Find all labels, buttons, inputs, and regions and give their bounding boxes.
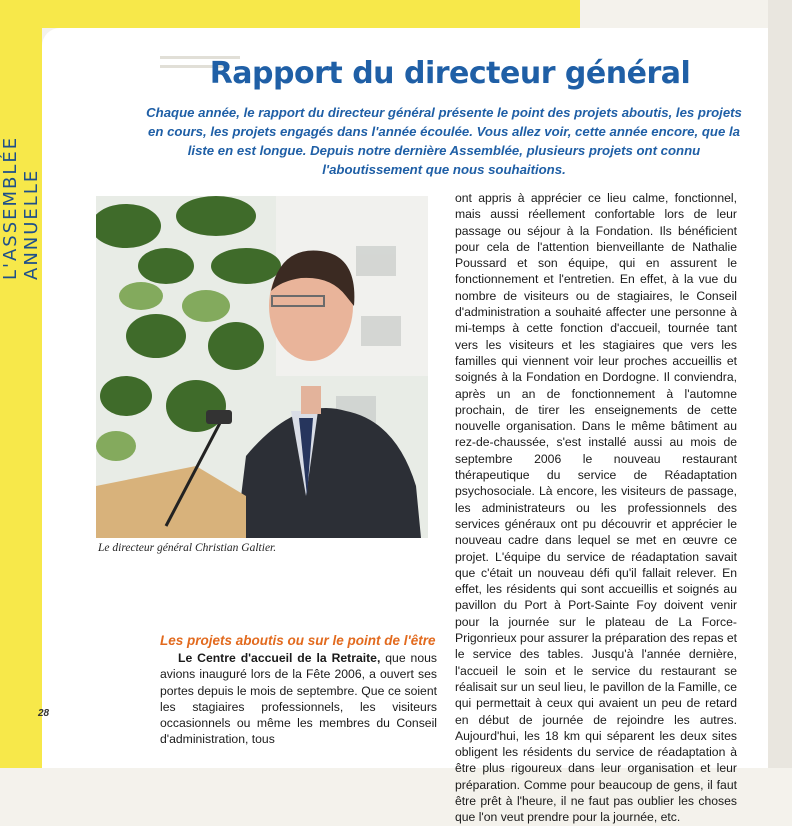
director-photo [96, 196, 428, 538]
section-heading: Les projets aboutis ou sur le point de l'être [160, 633, 436, 648]
page-edge [768, 0, 792, 768]
yellow-top-band [0, 0, 580, 28]
lead-bold-text: Le Centre d'accueil de la Retraite, [178, 651, 381, 665]
photo-caption: Le directeur général Christian Galtier. [98, 542, 277, 554]
left-paragraph-text: que nous avions inauguré lors de la Fête 2006, a ouvert ses portes depuis le mois de septembre. Que ce soient les stagiaires professionnels, les visiteurs occasionnels ou même les membres du Conseil d'administration, tous [160, 651, 437, 747]
body-right-column: ont appris à apprécier ce lieu calme, fonctionnel, mais aussi réellement confortable lors de leur passage ou séjour à la Fondation. Ils bénéficient pour cela de l'attention bienveillante de Nathalie Poussard et son équipe, qui en assurent le fonctionnement et l'entretien. En effet, à la vue du nombre de visiteurs ou de stagiaires, le Conseil d'administration a souhaité affecter une personne à mi-temps à cette fonction d'accueil, tournée tant vers les visiteurs et les stagiaires que vers les familles qui viennent voir leur proches accueillis et soignés à la Fondation en Dordogne. Il conviendra, après un an de fonctionnement à l'automne prochain, de tirer les enseignements de cette nouvelle organisation. Dans le même bâtiment au rez-de-chaussée, s'est installé aussi au mois de septembre 2006 le nouveau restaurant thérapeutique du service de Réadaptation psychosociale. Là encore, les visiteurs de passage, les administrateurs ou les professionnels des services généraux ont pu découvrir et apprécier le nouveau cadre dans lequel se met en œuvre ce projet. L'équipe du service de réadaptation savait que c'était un nouveau défi qu'il fallait relever. En effet, les résidents qui sont accueillis et soignés au pavillon du Port à Port-Sainte Foy doivent venir pour la journée sur le plateau de La Force-Prigonrieux pour assurer la préparation des repas et le service des tables. Jusqu'à l'année dernière, l'accueil le soin et le service du restaurant se réalisait sur un seul lieu, le pavillon de la Famille, ce qui permettait à ceux qui avaient un peu de retard en début de journée de rejoindre les autres. Aujourd'hui, les 18 km qui séparent les deux sites obligent les résidents du service de réadaptation à être plus rigoureux dans leur organisation et leur préparation. Comme pour beaucoup de gens, il faut être prêt à l'heure, il ne faut pas oublier les choses que l'on veut prendre pour la journée, etc. [455, 191, 737, 825]
section-label: L'ASSEMBLÉE ANNUELLE [0, 135, 42, 280]
body-left-column [160, 650, 437, 748]
page-number: 28 [38, 708, 50, 719]
page-title: Rapport du directeur général [209, 56, 691, 92]
intro-paragraph: Chaque année, le rapport du directeur général présente le point des projets aboutis, les projets en cours, les projets engagés dans l'année écoulée. Vous allez voir, cette année encore, que la liste en est longue. Depuis notre dernière Assemblée, plusieurs projets ont connu l'aboutissement que nous souhaitions. [146, 105, 742, 178]
